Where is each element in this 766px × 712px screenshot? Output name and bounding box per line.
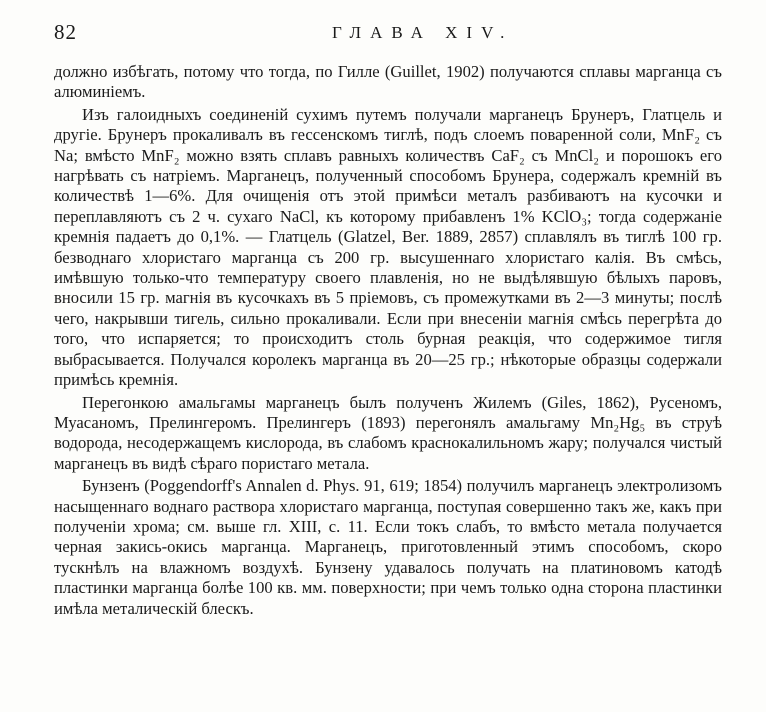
paragraph-amalgam-distillation: Перегонкою амальгамы марганецъ былъ полученъ Жилемъ (Giles, 1862), Русеномъ, Муасаномъ, Прелингеромъ. Прелингеръ (1893) перегонялъ амальгаму Mn₂Hg₅ въ струѣ водорода, несодержащемъ кислорода, въ слабомъ краснокалильномъ жару; получался чистый марганецъ въ видѣ сѣраго пористаго метала. [54,392,722,473]
page-number: 82 [54,20,77,44]
paragraph-continuation: должно избѣгать, потому что тогда, по Гилле (Guillet, 1902) получаются сплавы марганца съ алюминіемъ. [54,62,722,102]
chapter-title: ГЛАВА XIV. [332,23,514,42]
paragraph-electrolysis: Бунзенъ (Poggendorff's Annalen d. Phys. 91, 619; 1854) получилъ марганецъ электролизомъ насыщеннаго воднаго раствора хлористаго марганца, поступая совершенно такъ же, какъ при полученіи хрома; см. выше гл. XIII, с. 11. Если токъ слабъ, то вмѣсто метала получается черная закись-окись марганца. Марганецъ, приготовленный этимъ способомъ, скоро тускнѣлъ на влажномъ воздухѣ. Бунзену удавалось получать на платиновомъ катодѣ пластинки марганца болѣе 100 кв. мм. поверхности; при чемъ только одна сторона пластинки имѣла металическій блескъ. [54,476,722,618]
running-head [54,20,734,48]
paragraph-halide-reduction: Изъ галоидныхъ соединеній сухимъ путемъ получали марганецъ Брунеръ, Глатцель и другіе. Брунеръ прокаливалъ въ гессенскомъ тиглѣ, подъ слоемъ поваренной соли, MnF₂ съ Na; вмѣсто MnF₂ можно взять сплавъ равныхъ количествъ CaF₂ съ MnCl₂ и порошокъ его нагрѣвать съ натріемъ. Марганецъ, полученный способомъ Брунера, содержалъ кремній въ количествѣ 1—6%. Для очищенія отъ этой примѣси металъ разбиваютъ на кусочки и переплавляютъ съ 2 ч. сухаго NaCl, къ которому прибавленъ 1% KClO₃; тогда содержаніе кремнія падаетъ до 0,1%. — Глатцель (Glatzel, Ber. 1889, 2857) сплавлялъ въ тиглѣ 100 гр. безводнаго хлористаго марганца съ 200 гр. высушеннаго хлористаго калія. Въ смѣсь, имѣвшую только-что температуру своего плавленія, но не выдѣлявшую бѣлыхъ паровъ, вносили 15 гр. магнія въ кусочкахъ въ 5 пріемовъ, съ промежутками въ 2—3 минуты; послѣ чего, накрывши тигель, сильно прокаливали. Если при внесеніи магнія смѣсь перегрѣта до того, что испаряется; то происходитъ столь бурная реакція, что содержимое тигля выбрасывается. Получался королекъ марганца въ 20—25 гр.; нѣкоторые образцы содержали примѣсь кремнія. [54,104,722,390]
body-text [54,62,722,619]
